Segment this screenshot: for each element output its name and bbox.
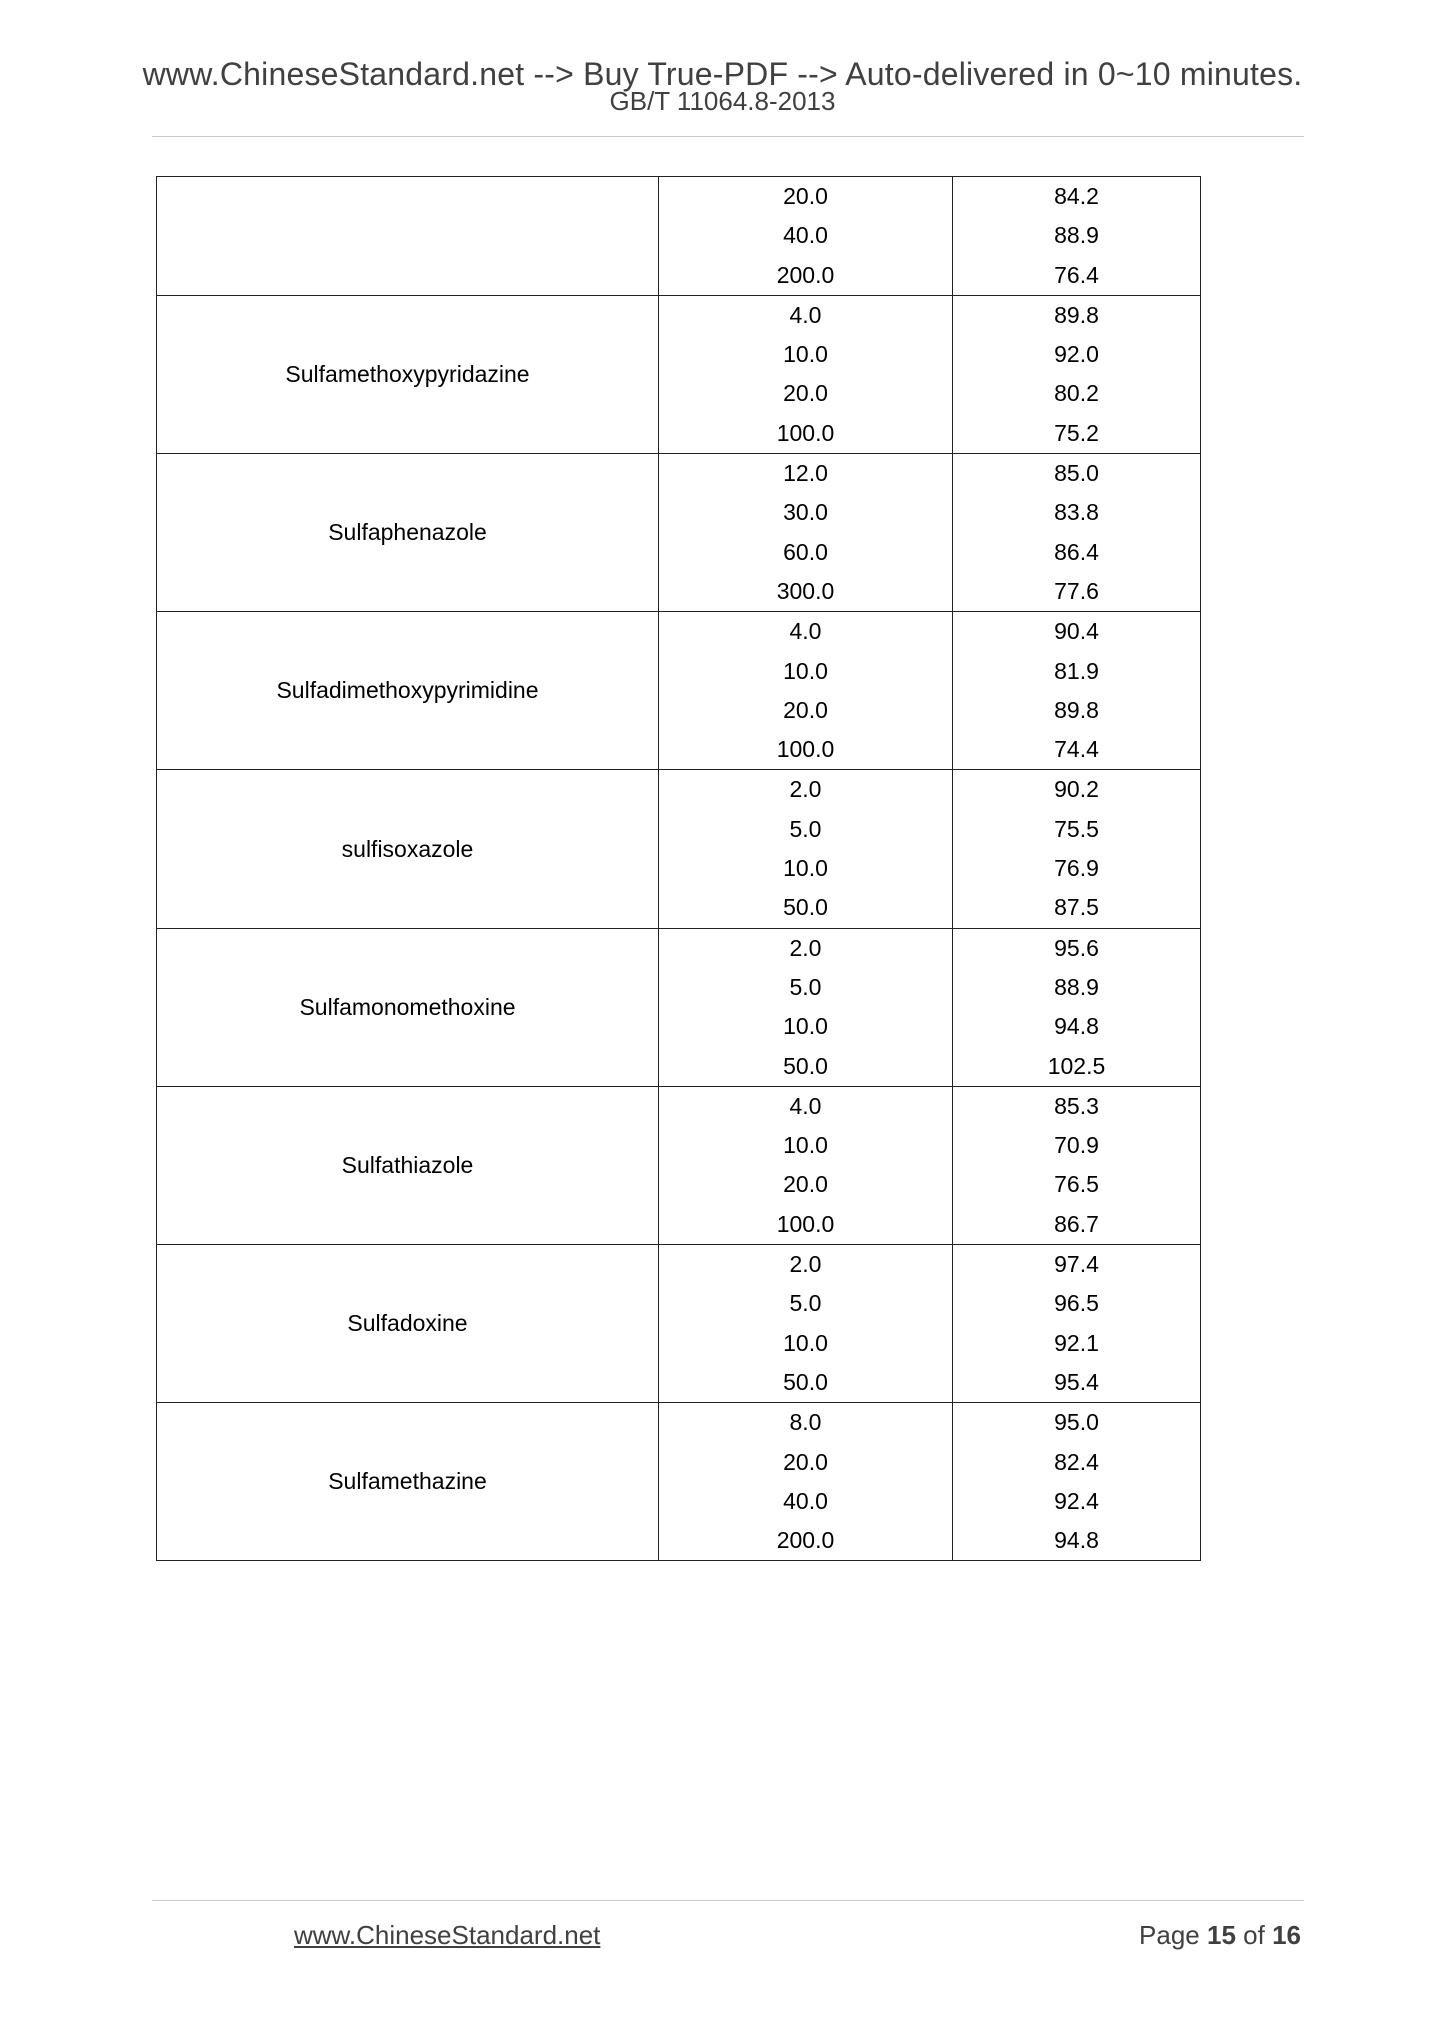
concentration-value: 5.0 xyxy=(789,973,822,1000)
recovery-value: 76.4 xyxy=(1054,261,1099,288)
concentration-value: 10.0 xyxy=(783,855,828,882)
concentration-cell xyxy=(659,612,953,770)
compound-name-cell: Sulfamethoxypyridazine xyxy=(157,295,659,453)
concentration-value: 50.0 xyxy=(783,894,828,921)
concentration-cell xyxy=(659,1086,953,1244)
concentration-cell xyxy=(659,177,953,296)
recovery-value: 90.4 xyxy=(1054,618,1099,645)
concentration-value: 10.0 xyxy=(783,1132,828,1159)
concentration-value: 100.0 xyxy=(776,736,835,763)
recovery-value: 81.9 xyxy=(1054,657,1099,684)
concentration-value: 4.0 xyxy=(789,1092,822,1119)
concentration-value: 4.0 xyxy=(789,301,822,328)
recovery-cell xyxy=(953,177,1201,296)
page-total: 16 xyxy=(1272,1920,1301,1950)
recovery-cell xyxy=(953,928,1201,1086)
concentration-value: 40.0 xyxy=(783,1487,828,1514)
recovery-value: 86.4 xyxy=(1054,538,1099,565)
compound-name-cell: Sulfadimethoxypyrimidine xyxy=(157,612,659,770)
compound-name-cell: Sulfamethazine xyxy=(157,1403,659,1561)
recovery-table-body xyxy=(157,177,1201,1561)
concentration-value: 200.0 xyxy=(776,261,835,288)
recovery-cell xyxy=(953,1403,1201,1561)
recovery-value: 75.5 xyxy=(1054,815,1099,842)
concentration-value: 20.0 xyxy=(783,1171,828,1198)
concentration-value: 5.0 xyxy=(789,815,822,842)
recovery-value: 75.2 xyxy=(1054,419,1099,446)
recovery-cell xyxy=(953,454,1201,612)
compound-name-cell: Sulfamonomethoxine xyxy=(157,928,659,1086)
concentration-value: 60.0 xyxy=(783,538,828,565)
concentration-cell xyxy=(659,1245,953,1403)
table-row xyxy=(157,177,1201,296)
header-banner[interactable]: www.ChineseStandard.net --> Buy True-PDF --> Auto-delivered in 0~10 minutes. xyxy=(142,56,1303,92)
recovery-value: 96.5 xyxy=(1054,1290,1099,1317)
recovery-cell xyxy=(953,295,1201,453)
concentration-value: 2.0 xyxy=(789,934,822,961)
recovery-value: 70.9 xyxy=(1054,1132,1099,1159)
recovery-cell xyxy=(953,1086,1201,1244)
concentration-value: 10.0 xyxy=(783,1013,828,1040)
compound-name-cell: sulfisoxazole xyxy=(157,770,659,928)
concentration-cell xyxy=(659,454,953,612)
compound-name-cell: Sulfaphenazole xyxy=(157,454,659,612)
recovery-value: 90.2 xyxy=(1054,776,1099,803)
concentration-cell xyxy=(659,295,953,453)
page-label: Page xyxy=(1139,1920,1200,1950)
recovery-value: 74.4 xyxy=(1054,736,1099,763)
recovery-value: 76.9 xyxy=(1054,855,1099,882)
concentration-value: 10.0 xyxy=(783,341,828,368)
recovery-value: 83.8 xyxy=(1054,499,1099,526)
recovery-value: 77.6 xyxy=(1054,577,1099,604)
concentration-value: 10.0 xyxy=(783,657,828,684)
recovery-value: 84.2 xyxy=(1054,183,1099,209)
concentration-value: 50.0 xyxy=(783,1368,828,1395)
recovery-value: 94.8 xyxy=(1054,1013,1099,1040)
recovery-value: 80.2 xyxy=(1054,380,1099,407)
concentration-value: 200.0 xyxy=(776,1527,835,1554)
concentration-value: 40.0 xyxy=(783,222,828,249)
recovery-value: 82.4 xyxy=(1054,1448,1099,1475)
concentration-cell xyxy=(659,770,953,928)
recovery-cell xyxy=(953,612,1201,770)
recovery-value: 85.0 xyxy=(1054,460,1099,487)
recovery-value: 88.9 xyxy=(1054,222,1099,249)
recovery-cell xyxy=(953,1245,1201,1403)
table-row xyxy=(157,928,1201,1086)
footer-divider xyxy=(152,1900,1304,1901)
table-row xyxy=(157,295,1201,453)
concentration-cell xyxy=(659,1403,953,1561)
table-row xyxy=(157,1403,1201,1561)
concentration-value: 300.0 xyxy=(776,577,835,604)
concentration-value: 12.0 xyxy=(783,460,828,487)
concentration-value: 20.0 xyxy=(783,380,828,407)
concentration-cell xyxy=(659,928,953,1086)
recovery-value: 92.0 xyxy=(1054,341,1099,368)
table-row xyxy=(157,612,1201,770)
concentration-value: 30.0 xyxy=(783,499,828,526)
concentration-value: 4.0 xyxy=(789,618,822,645)
recovery-value: 87.5 xyxy=(1054,894,1099,921)
recovery-cell xyxy=(953,770,1201,928)
concentration-value: 20.0 xyxy=(783,183,828,209)
concentration-value: 20.0 xyxy=(783,696,828,723)
table-row xyxy=(157,1245,1201,1403)
recovery-value: 88.9 xyxy=(1054,973,1099,1000)
recovery-value: 85.3 xyxy=(1054,1092,1099,1119)
recovery-value: 95.4 xyxy=(1054,1368,1099,1395)
standard-number: GB/T 11064.8-2013 xyxy=(609,86,836,116)
recovery-value: 95.0 xyxy=(1054,1409,1099,1436)
recovery-value: 95.6 xyxy=(1054,934,1099,961)
recovery-value: 102.5 xyxy=(1047,1052,1106,1079)
recovery-value: 92.4 xyxy=(1054,1487,1099,1514)
concentration-value: 5.0 xyxy=(789,1290,822,1317)
recovery-value: 86.7 xyxy=(1054,1210,1099,1237)
compound-name-cell xyxy=(157,177,659,296)
footer-site-link[interactable]: www.ChineseStandard.net xyxy=(294,1920,601,1950)
page-indicator xyxy=(1139,1920,1301,1951)
recovery-value: 89.8 xyxy=(1054,301,1099,328)
recovery-value: 76.5 xyxy=(1054,1171,1099,1198)
recovery-value: 92.1 xyxy=(1054,1329,1099,1356)
table-row xyxy=(157,454,1201,612)
concentration-value: 2.0 xyxy=(789,776,822,803)
recovery-value: 97.4 xyxy=(1054,1251,1099,1278)
concentration-value: 50.0 xyxy=(783,1052,828,1079)
recovery-value: 94.8 xyxy=(1054,1527,1099,1554)
recovery-value: 89.8 xyxy=(1054,696,1099,723)
concentration-value: 2.0 xyxy=(789,1251,822,1278)
concentration-value: 100.0 xyxy=(776,419,835,446)
concentration-value: 100.0 xyxy=(776,1210,835,1237)
table-row xyxy=(157,770,1201,928)
concentration-value: 20.0 xyxy=(783,1448,828,1475)
compound-name-cell: Sulfathiazole xyxy=(157,1086,659,1244)
table-row xyxy=(157,1086,1201,1244)
concentration-value: 10.0 xyxy=(783,1329,828,1356)
page-of: of xyxy=(1243,1920,1265,1950)
recovery-table xyxy=(156,176,1201,1561)
concentration-value: 8.0 xyxy=(789,1409,822,1436)
header-divider xyxy=(152,136,1304,137)
compound-name-cell: Sulfadoxine xyxy=(157,1245,659,1403)
page-current: 15 xyxy=(1207,1920,1236,1950)
